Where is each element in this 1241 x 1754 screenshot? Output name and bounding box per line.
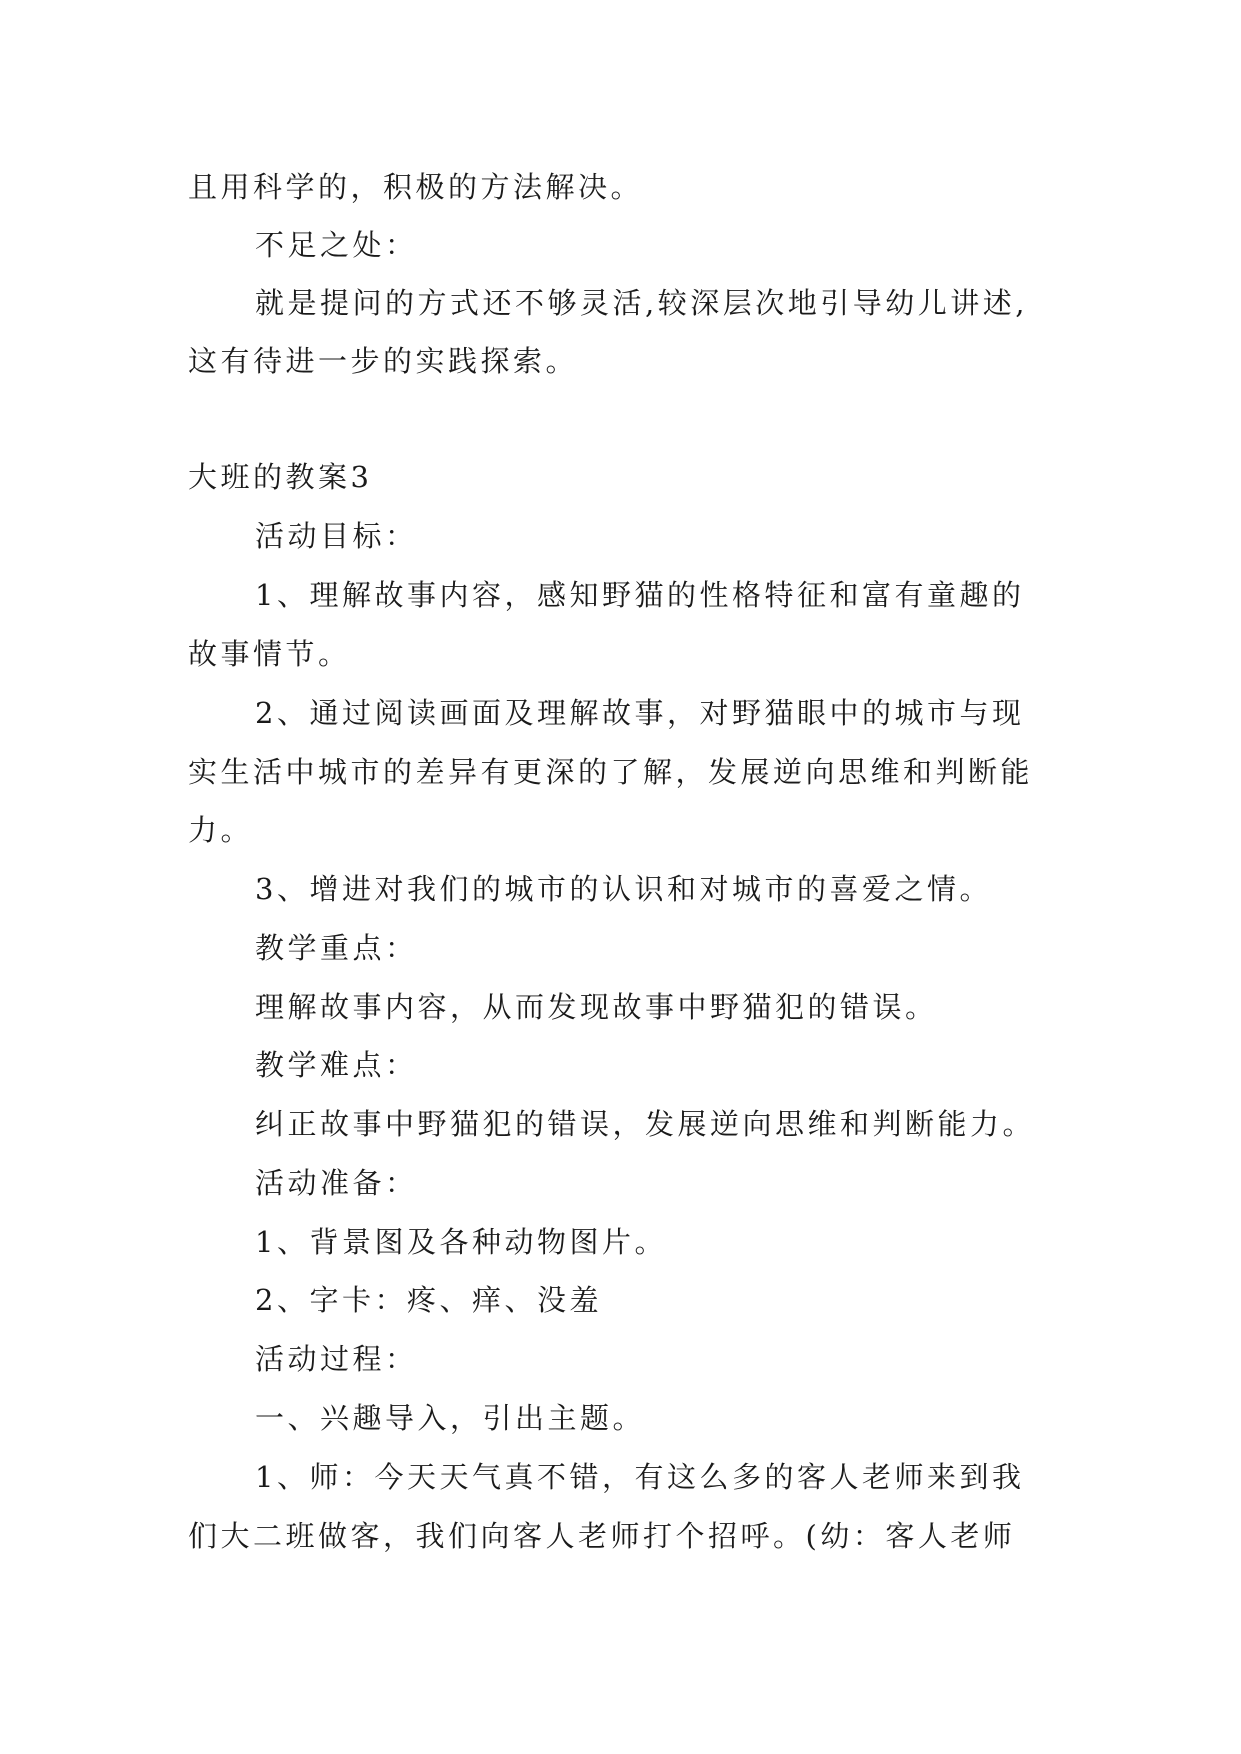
text-line: 1、师：今天天气真不错，有这么多的客人老师来到我 — [255, 1460, 1025, 1494]
text-line: 不足之处： — [255, 228, 418, 262]
text-line: 故事情节。 — [188, 637, 351, 671]
section-heading: 大班的教案3 — [188, 460, 373, 494]
text-line: 们大二班做客，我们向客人老师打个招呼。(幼：客人老师 — [188, 1519, 1016, 1553]
text-line: 活动过程： — [255, 1342, 418, 1376]
text-line: 纠正故事中野猫犯的错误，发展逆向思维和判断能力。 — [255, 1107, 1036, 1141]
text-line: 教学重点： — [255, 931, 418, 965]
text-line: 且用科学的，积极的方法解决。 — [188, 170, 644, 204]
text-line: 理解故事内容，从而发现故事中野猫犯的错误。 — [255, 990, 938, 1024]
text-line: 教学难点： — [255, 1048, 418, 1082]
text-line: 一、兴趣导入，引出主题。 — [255, 1401, 646, 1435]
text-line: 1、理解故事内容，感知野猫的性格特征和富有童趣的 — [255, 578, 1025, 612]
text-line: 3、增进对我们的城市的认识和对城市的喜爱之情。 — [255, 872, 992, 906]
text-line: 力。 — [188, 813, 254, 847]
text-line: 就是提问的方式还不够灵活,较深层次地引导幼儿讲述, — [255, 286, 1028, 320]
text-line: 2、通过阅读画面及理解故事，对野猫眼中的城市与现 — [255, 696, 1025, 730]
text-line: 活动目标： — [255, 519, 418, 553]
text-line: 2、字卡：疼、痒、没羞 — [255, 1283, 602, 1317]
text-line: 1、背景图及各种动物图片。 — [255, 1225, 667, 1259]
text-line: 活动准备： — [255, 1166, 418, 1200]
text-line: 实生活中城市的差异有更深的了解，发展逆向思维和判断能 — [188, 755, 1034, 789]
text-line: 这有待进一步的实践探索。 — [188, 344, 579, 378]
